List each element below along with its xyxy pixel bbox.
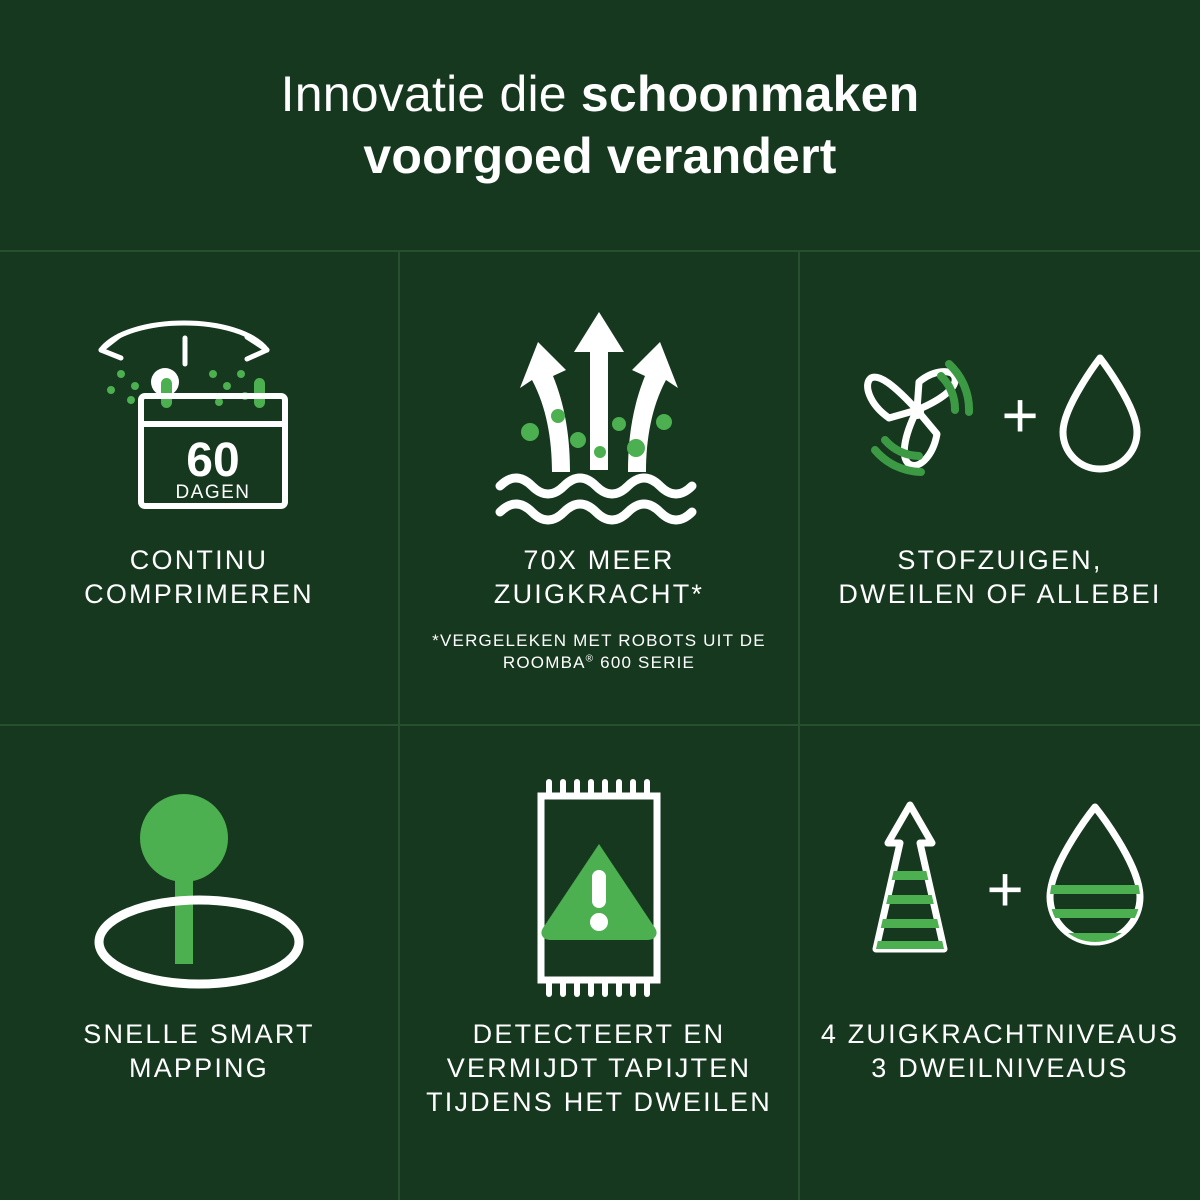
feature-title bbox=[821, 1018, 1179, 1086]
droplet-icon bbox=[1045, 340, 1155, 490]
droplet-levels-icon bbox=[1030, 799, 1160, 979]
feature-title-line1: STOFZUIGEN, bbox=[897, 545, 1103, 575]
plus-symbol: + bbox=[1001, 379, 1039, 451]
footnote-line1: *VERGELEKEN MET ROBOTS UIT DE bbox=[432, 630, 766, 650]
footnote-line2-pre: ROOMBA bbox=[502, 653, 586, 673]
feature-title-line2: COMPRIMEREN bbox=[84, 578, 314, 609]
feature-title bbox=[838, 544, 1161, 612]
feature-title-line1: CONTINU bbox=[129, 545, 269, 575]
suction-arrows-icon bbox=[418, 290, 780, 540]
footnote-line2-post: 600 SERIE bbox=[594, 653, 696, 673]
feature-title-line3: TIJDENS HET DWEILEN bbox=[426, 1086, 772, 1117]
map-pin-icon bbox=[18, 764, 380, 1014]
feature-footnote bbox=[432, 630, 766, 676]
feature-title-line2: ZUIGKRACHT* bbox=[493, 578, 705, 609]
feature-title-line2: DWEILEN OF ALLEBEI bbox=[838, 578, 1162, 609]
feature-cell-smart-mapping bbox=[0, 726, 400, 1200]
plus-symbol: + bbox=[986, 853, 1024, 925]
feature-title-line1: SNELLE SMART bbox=[83, 1019, 315, 1049]
headline-line1-bold: schoonmaken bbox=[580, 65, 920, 122]
svg-text:DAGEN: DAGEN bbox=[175, 482, 251, 503]
headline-line2-bold: voorgoed verandert bbox=[363, 128, 837, 184]
feature-grid bbox=[0, 250, 1200, 1200]
headline-line1-normal: Innovatie die bbox=[280, 65, 581, 122]
suction-levels-and-droplet-icon bbox=[818, 764, 1182, 1014]
feature-title-line2: MAPPING bbox=[129, 1052, 269, 1083]
feature-title-line1: 70X MEER bbox=[523, 545, 675, 575]
feature-title-line2: VERMIJDT TAPIJTEN bbox=[446, 1052, 752, 1083]
feature-title-line1: DETECTEERT EN bbox=[472, 1019, 726, 1049]
feature-title bbox=[494, 544, 704, 612]
calendar-60-days-icon bbox=[18, 290, 380, 540]
feature-title-line2: 3 DWEILNIVEAUS bbox=[871, 1052, 1129, 1083]
feature-cell-continu-comprimeren bbox=[0, 252, 400, 726]
feature-cell-stofzuigen-dweilen bbox=[800, 252, 1200, 726]
suction-levels-icon bbox=[840, 799, 980, 979]
feature-title-line1: 4 ZUIGKRACHTNIVEAUS bbox=[820, 1019, 1180, 1049]
feature-cell-niveaus bbox=[800, 726, 1200, 1200]
page-title bbox=[281, 63, 920, 188]
feature-title bbox=[426, 1018, 772, 1119]
fan-and-droplet-icon bbox=[818, 290, 1182, 540]
carpet-warning-icon bbox=[418, 764, 780, 1014]
feature-cell-tapijt-detectie bbox=[400, 726, 800, 1200]
feature-cell-zuigkracht bbox=[400, 252, 800, 726]
registered-mark: ® bbox=[585, 653, 595, 665]
header bbox=[0, 0, 1200, 250]
svg-text:60: 60 bbox=[186, 434, 240, 487]
fan-icon bbox=[845, 340, 995, 490]
feature-title bbox=[84, 544, 314, 612]
feature-title bbox=[83, 1018, 314, 1086]
